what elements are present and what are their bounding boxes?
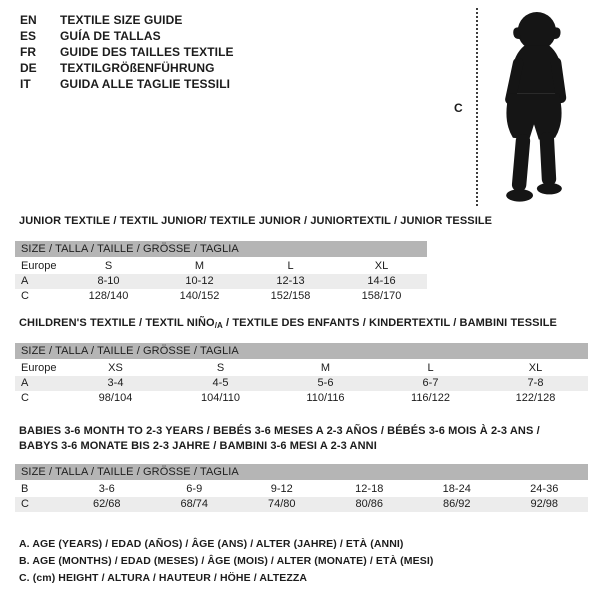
language-row-fr: [20, 44, 234, 60]
table-cell: 3-6: [98, 483, 115, 495]
table-cell: 12-18: [355, 483, 384, 495]
table-cell: 6-7: [422, 377, 439, 389]
junior-size-band: SIZE / TALLA / TAILLE / GRÖSSE / TAGLIA: [15, 241, 427, 257]
table-cell: 98/104: [98, 392, 133, 404]
table-cell: M: [194, 260, 205, 272]
language-title: GUIDA ALLE TAGLIE TESSILI: [60, 77, 231, 91]
table-cell: 122/128: [515, 392, 556, 404]
row-label: C: [21, 392, 29, 404]
table-row: [15, 391, 588, 406]
table-cell: 86/92: [442, 498, 471, 510]
table-cell: 24-36: [530, 483, 559, 495]
table-cell: 152/158: [270, 290, 311, 302]
footnote-b: B. AGE (MONTHS) / EDAD (MESES) / ÂGE (MOIS) / ALTER (MONATE) / ETÀ (MESI): [19, 555, 434, 567]
junior-section-heading: JUNIOR TEXTILE / TEXTIL JUNIOR/ TEXTILE JUNIOR / JUNIORTEXTIL / JUNIOR TESSILE: [19, 215, 493, 227]
children-size-band: SIZE / TALLA / TAILLE / GRÖSSE / TAGLIA: [15, 343, 588, 359]
language-title: TEXTILE SIZE GUIDE: [60, 13, 183, 27]
baby-silhouette-shapes: [504, 12, 567, 202]
table-cell: 7-8: [527, 377, 544, 389]
table-cell: S: [216, 362, 225, 374]
table-cell: 5-6: [317, 377, 334, 389]
table-cell: 3-4: [107, 377, 124, 389]
babies-heading-line2: BABYS 3-6 MONATE BIS 2-3 JAHRE / BAMBINI 3-6 MESI A 2-3 ANNI: [19, 440, 377, 452]
babies-heading-line1: BABIES 3-6 MONTH TO 2-3 YEARS / BEBÉS 3-6 MESES A 2-3 AÑOS / BÉBÉS 3-6 MOIS À 2-3 ANS /: [19, 425, 540, 437]
table-cell: 10-12: [185, 275, 214, 287]
row-label: C: [21, 290, 29, 302]
language-code: IT: [20, 77, 31, 91]
babies-size-table: [15, 464, 588, 512]
table-row: [15, 376, 588, 391]
table-cell: L: [427, 362, 434, 374]
height-measure-dotted-line: [476, 8, 478, 206]
language-title: GUIDE DES TAILLES TEXTILE: [60, 45, 234, 59]
row-label: Europe: [21, 362, 57, 374]
baby-silhouette: [486, 6, 582, 210]
height-measure-label: C: [454, 101, 463, 115]
table-cell: M: [320, 362, 331, 374]
babies-size-band: SIZE / TALLA / TAILLE / GRÖSSE / TAGLIA: [15, 464, 588, 480]
table-cell: S: [104, 260, 113, 272]
language-code: ES: [20, 29, 37, 43]
table-row: [15, 361, 588, 376]
table-cell: 104/110: [201, 392, 240, 404]
language-row-it: [20, 76, 234, 92]
language-list: [20, 12, 234, 92]
children-heading-subscript: /A: [214, 321, 223, 330]
table-cell: L: [287, 260, 294, 272]
junior-size-table: [15, 241, 427, 304]
table-cell: 4-5: [212, 377, 229, 389]
table-cell: 12-13: [276, 275, 305, 287]
table-cell: 92/98: [530, 498, 559, 510]
children-section-heading: [19, 317, 557, 330]
babies-section-heading: [19, 424, 540, 454]
language-row-de: [20, 60, 234, 76]
table-row: [15, 289, 427, 304]
row-label: Europe: [21, 260, 57, 272]
row-label: C: [21, 498, 29, 510]
language-code: EN: [20, 13, 37, 27]
table-cell: 158/170: [361, 290, 402, 302]
table-cell: 18-24: [442, 483, 471, 495]
language-title: GUÍA DE TALLAS: [60, 29, 161, 43]
table-cell: XS: [108, 362, 123, 374]
table-cell: 68/74: [180, 498, 209, 510]
language-row-en: [20, 12, 234, 28]
table-cell: 116/122: [411, 392, 450, 404]
table-cell: 74/80: [267, 498, 296, 510]
footnote-c: C. (cm) HEIGHT / ALTURA / HAUTEUR / HÖHE / ALTEZZA: [19, 572, 308, 584]
table-cell: 9-12: [270, 483, 293, 495]
footnotes: [19, 536, 433, 587]
table-cell: 14-16: [367, 275, 396, 287]
language-row-es: [20, 28, 234, 44]
table-row: [15, 259, 427, 274]
table-cell: XL: [528, 362, 543, 374]
row-label: B: [21, 483, 29, 495]
children-heading-suffix: / TEXTILE DES ENFANTS / KINDERTEXTIL / BAMBINI TESSILE: [222, 317, 557, 329]
table-cell: 80/86: [355, 498, 384, 510]
table-row: [15, 482, 588, 497]
table-cell: XL: [374, 260, 389, 272]
language-code: FR: [20, 45, 36, 59]
language-title: TEXTILGRÖßENFÜHRUNG: [60, 61, 215, 75]
table-cell: 140/152: [179, 290, 220, 302]
footnote-a: A. AGE (YEARS) / EDAD (AÑOS) / ÂGE (ANS) / ALTER (JAHRE) / ETÀ (ANNI): [19, 538, 404, 550]
language-code: DE: [20, 61, 37, 75]
table-cell: 8-10: [97, 275, 120, 287]
table-row: [15, 497, 588, 512]
table-cell: 6-9: [186, 483, 203, 495]
children-size-table: [15, 343, 588, 406]
table-cell: 62/68: [92, 498, 121, 510]
row-label: A: [21, 377, 29, 389]
children-heading-prefix: CHILDREN'S TEXTILE / TEXTIL NIÑO: [19, 317, 215, 329]
table-cell: 110/116: [306, 392, 345, 404]
table-row: [15, 274, 427, 289]
table-cell: 128/140: [88, 290, 129, 302]
row-label: A: [21, 275, 29, 287]
